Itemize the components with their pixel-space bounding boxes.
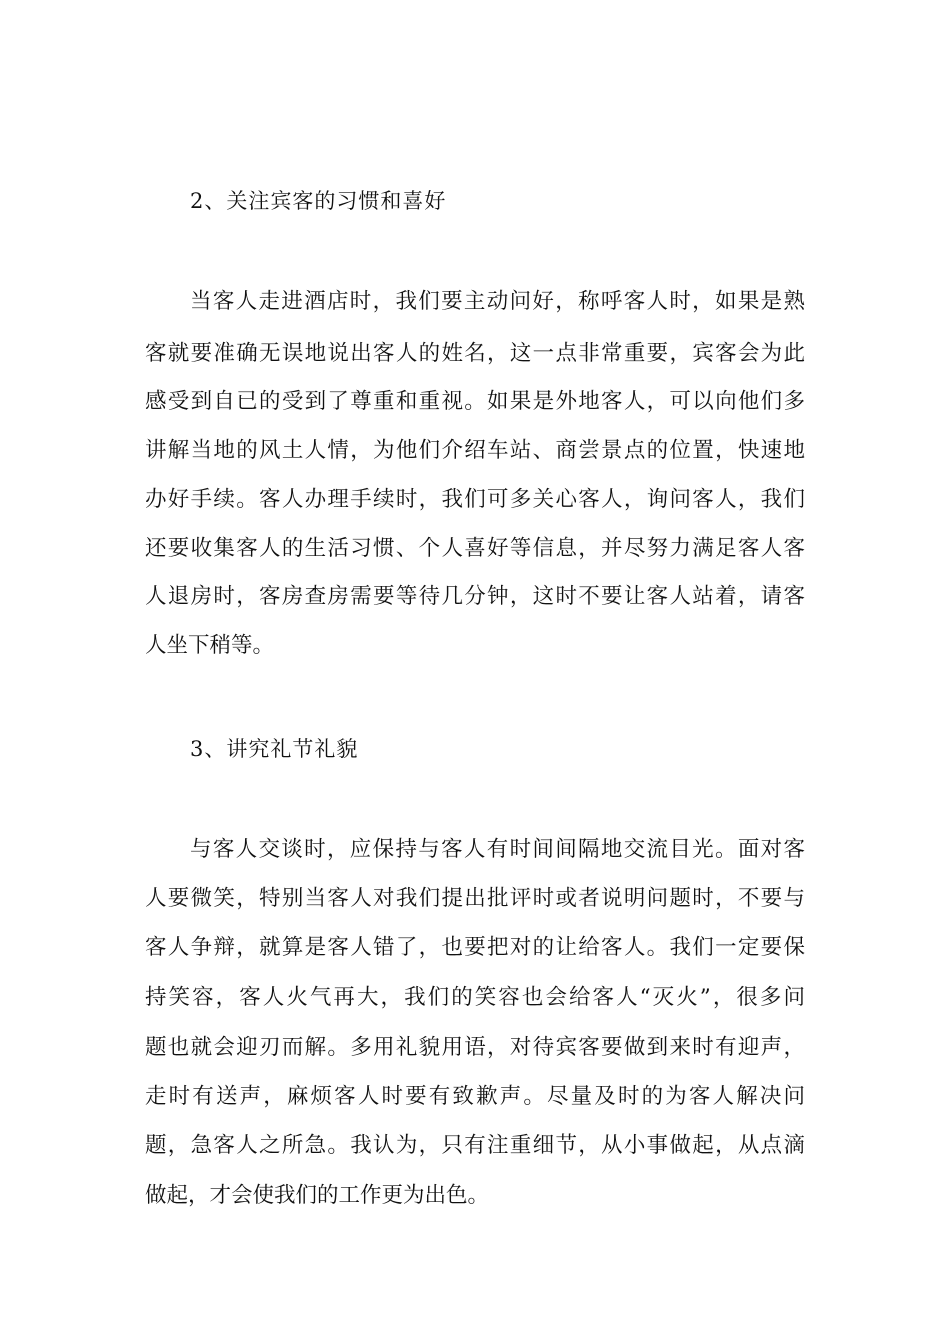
paragraph-line: 讲解当地的风土人情，为他们介绍车站、商尝景点的位置，快速地 xyxy=(145,438,805,463)
section-2-heading: 2、关注宾客的习惯和喜好 xyxy=(190,189,447,213)
paragraph-line: 走时有送声，麻烦客人时要有致歉声。尽量及时的为客人解决问 xyxy=(145,1084,805,1109)
paragraph-line: 办好手续。客人办理手续时，我们可多关心客人，询问客人，我们 xyxy=(145,487,805,512)
paragraph-line: 当客人走进酒店时，我们要主动问好，称呼客人时，如果是熟 xyxy=(190,289,805,314)
paragraph-line: 客人争辩，就算是客人错了，也要把对的让给客人。我们一定要保 xyxy=(145,935,805,960)
paragraph-line: 与客人交谈时，应保持与客人有时间间隔地交流目光。面对客 xyxy=(190,837,805,862)
paragraph-line: 人坐下稍等。 xyxy=(145,633,275,658)
paragraph-line: 人退房时，客房查房需要等待几分钟，这时不要让客人站着，请客 xyxy=(145,584,805,609)
paragraph-line: 人要微笑，特别当客人对我们提出批评时或者说明问题时，不要与 xyxy=(145,886,805,911)
section-3-heading: 3、讲究礼节礼貌 xyxy=(190,737,359,761)
paragraph-line: 感受到自已的受到了尊重和重视。如果是外地客人，可以向他们多 xyxy=(145,389,805,414)
paragraph-line: 题也就会迎刃而解。多用礼貌用语，对待宾客要做到来时有迎声， xyxy=(145,1035,805,1060)
paragraph-line: 持笑容，客人火气再大，我们的笑容也会给客人“灭火”，很多问 xyxy=(145,985,805,1010)
paragraph-line: 题，急客人之所急。我认为，只有注重细节，从小事做起，从点滴 xyxy=(145,1133,805,1158)
paragraph-line: 客就要准确无误地说出客人的姓名，这一点非常重要，宾客会为此 xyxy=(145,341,805,366)
paragraph-line: 还要收集客人的生活习惯、个人喜好等信息，并尽努力满足客人客 xyxy=(145,536,805,561)
paragraph-line: 做起，才会使我们的工作更为出色。 xyxy=(145,1183,490,1208)
